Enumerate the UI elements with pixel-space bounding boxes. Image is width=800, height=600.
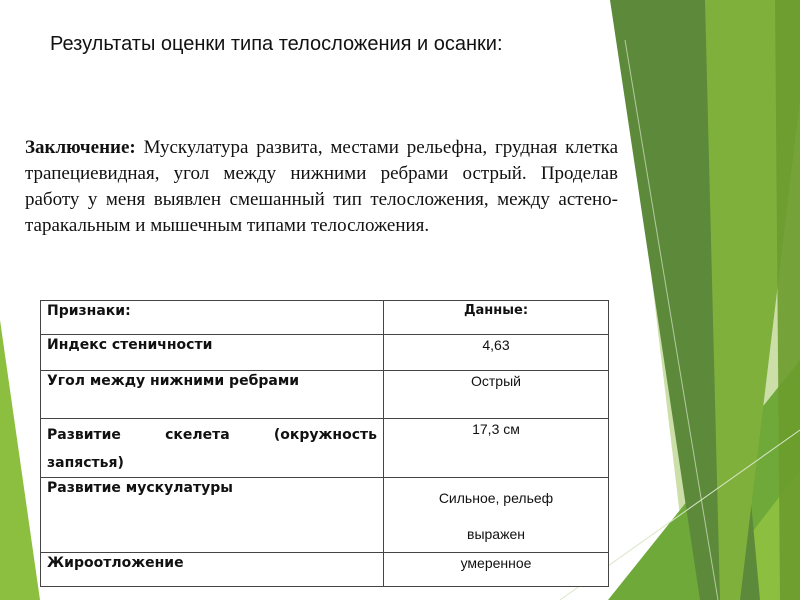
row-value: 4,63 (384, 335, 609, 371)
row-value: умеренное (384, 553, 609, 587)
header-sign: Признаки: (41, 301, 384, 335)
results-table (40, 300, 609, 587)
table-row (41, 478, 609, 553)
row-label: Угол между нижними ребрами (41, 371, 384, 419)
table-row (41, 553, 609, 587)
slide-title: Результаты оценки типа телосложения и осанки: (50, 33, 503, 55)
table-row (41, 335, 609, 371)
conclusion-text: Мускулатура развита, местами рельефна, грудная клетка трапециевидная, угол между нижними ребрами острый. Проделав работу у меня выявлен смешанный тип телосложения, между астено-таракальным и мышечным типами телосложения. (25, 137, 618, 236)
row-label: Развитие мускулатуры (41, 478, 384, 553)
row-value: Острый (384, 371, 609, 419)
table-header-row (41, 301, 609, 335)
row-value: 17,3 см (384, 419, 609, 478)
header-data: Данные: (384, 301, 609, 335)
table-row (41, 371, 609, 419)
row-label: Индекс стеничности (41, 335, 384, 371)
table-row (41, 419, 609, 478)
conclusion-paragraph (25, 135, 618, 239)
bottom-left-green-sliver (0, 320, 40, 600)
row-label: Развитие скелета (окружность запястья) (41, 419, 384, 478)
row-value: Сильное, рельеф выражен (384, 478, 609, 553)
row-label: Жироотложение (41, 553, 384, 587)
conclusion-label: Заключение: (25, 137, 136, 158)
